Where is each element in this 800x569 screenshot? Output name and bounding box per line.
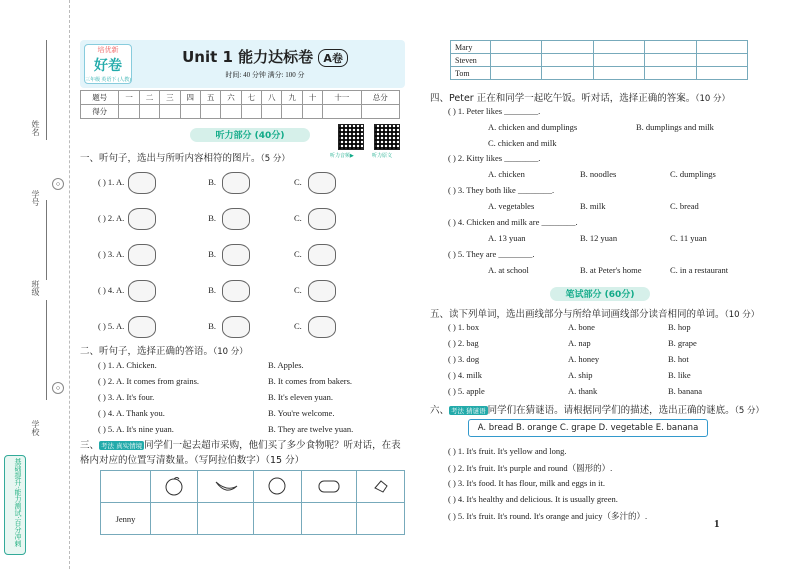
q3-tag: 考法 真实情境 xyxy=(101,442,143,450)
row-name: Jenny xyxy=(101,503,151,535)
listening-section-band: 听力部分 (40分) xyxy=(190,128,310,142)
answer-cell[interactable] xyxy=(491,41,542,54)
table-row xyxy=(451,41,748,54)
q1-title: 一、听句子，选出与所听内容相符的图片。 xyxy=(80,153,261,164)
score-cell[interactable] xyxy=(180,105,200,119)
answer-cell[interactable] xyxy=(491,54,542,67)
row-name: Steven xyxy=(451,54,491,67)
q6-title: 同学们在猜谜语。请根据同学们的描述，选出正确的谜底。 xyxy=(487,405,735,416)
logo-sub: 三年级 英语下 (人教) xyxy=(85,78,131,83)
q5-points: （10 分） xyxy=(724,310,760,320)
answer-cell[interactable] xyxy=(645,54,696,67)
q4-option[interactable]: C. bread xyxy=(670,201,699,211)
option-a-picture[interactable] xyxy=(128,280,156,302)
option-a-picture[interactable] xyxy=(128,244,156,266)
q6-heading xyxy=(430,402,764,416)
q4-option[interactable]: B. milk xyxy=(580,201,606,211)
option-a-picture[interactable] xyxy=(128,172,156,194)
egg-icon xyxy=(254,471,301,503)
answer-cell[interactable] xyxy=(645,67,696,80)
level-badge: A卷 xyxy=(318,49,348,67)
q4-option[interactable]: C. in a restaurant xyxy=(670,265,729,275)
q6-riddle: ( ) 3. It's food. It has flour, milk and eggs in it. xyxy=(448,478,606,488)
q5-option-b[interactable]: B. hot xyxy=(668,354,689,364)
answer-cell[interactable] xyxy=(696,41,747,54)
option-b-label: B. xyxy=(208,212,217,223)
score-header-cell: 四 xyxy=(180,91,200,105)
score-cell[interactable] xyxy=(139,105,159,119)
number-label: 学号 xyxy=(31,190,40,206)
q5-option-b[interactable]: B. banana xyxy=(668,386,702,396)
score-cell[interactable] xyxy=(160,105,180,119)
table-row xyxy=(451,67,748,80)
qr-label: 听力原文 xyxy=(372,154,393,159)
option-b-label: B. xyxy=(208,248,217,259)
answer-cell[interactable] xyxy=(593,41,644,54)
q6-points: （5 分） xyxy=(734,406,764,416)
answer-cell[interactable] xyxy=(198,503,254,535)
answer-cell[interactable] xyxy=(542,54,593,67)
q4-option[interactable]: A. vegetables xyxy=(488,201,535,211)
class-label: 班级 xyxy=(31,280,40,296)
q3-title-cont: 格内对应的位置写清数量。（写阿拉伯数字）（15 分） xyxy=(80,455,305,466)
page-number: 1 xyxy=(714,518,720,530)
option-c-label: C. xyxy=(294,284,302,295)
word-bank: A. bread B. orange C. grape D. vegetable E. banana xyxy=(468,419,708,437)
answer-cell[interactable] xyxy=(593,54,644,67)
score-header-cell: 总分 xyxy=(361,91,400,105)
qr-code[interactable] xyxy=(338,124,364,150)
answer-cell[interactable] xyxy=(254,503,301,535)
row-name: Tom xyxy=(451,67,491,80)
q2-heading xyxy=(80,343,248,357)
row-name: Mary xyxy=(451,41,491,54)
option-c-label: C. xyxy=(294,212,302,223)
score-header-cell: 十一 xyxy=(323,91,361,105)
q3-heading xyxy=(80,437,401,451)
class-line xyxy=(46,300,47,400)
option-c-picture[interactable] xyxy=(308,316,336,338)
q5-question: ( ) 3. dog xyxy=(448,354,480,364)
q1-item xyxy=(98,244,398,266)
q4-option[interactable]: B. noodles xyxy=(580,169,617,179)
bread-icon xyxy=(301,471,357,503)
time-info: 时间: 40 分钟 满分: 100 分 xyxy=(225,71,305,79)
q2-option-a[interactable]: ( ) 4. A. Thank you. xyxy=(98,408,165,418)
option-b-label: B. xyxy=(208,320,217,331)
q2-option-a[interactable]: ( ) 5. A. It's nine yuan. xyxy=(98,424,174,434)
q2-title: 二、听句子，选择正确的答语。 xyxy=(80,346,214,357)
logo-main: 好卷 xyxy=(94,58,122,74)
q1-item-number: ( ) 3. A. xyxy=(98,248,125,259)
score-header-cell: 一 xyxy=(119,91,139,105)
q5-title: 五、读下列单词，选出画线部分与所给单词画线部分读音相同的单词。 xyxy=(430,309,725,320)
option-b-picture[interactable] xyxy=(222,208,250,230)
option-b-picture[interactable] xyxy=(222,280,250,302)
page-title xyxy=(150,46,380,67)
cake-icon xyxy=(357,471,405,503)
q1-item xyxy=(98,280,398,302)
hole-marker: ○ xyxy=(52,382,64,394)
q4-question: ( ) 4. Chicken and milk are ________. xyxy=(448,217,578,227)
q1-item-number: ( ) 2. A. xyxy=(98,212,125,223)
answer-cell[interactable] xyxy=(696,67,747,80)
name-line xyxy=(46,40,47,140)
q6-riddle: ( ) 2. It's fruit. It's purple and round（圆形的）. xyxy=(448,463,613,473)
q4-option[interactable]: A. 13 yuan xyxy=(488,233,526,243)
option-c-label: C. xyxy=(294,176,302,187)
q5-option-a[interactable]: A. honey xyxy=(568,354,600,364)
q5-option-a[interactable]: A. ship xyxy=(568,370,593,380)
brand-logo xyxy=(84,44,132,84)
shopping-table xyxy=(100,470,405,535)
q4-title: 四、Peter 正在和同学一起吃午饭。听对话，选择正确的答案。 xyxy=(430,93,696,104)
option-b-label: B. xyxy=(208,176,217,187)
option-c-label: C. xyxy=(294,248,302,259)
q6-tag: 考法 猜谜语 xyxy=(451,407,486,415)
q5-question: ( ) 5. apple xyxy=(448,386,485,396)
q5-option-b[interactable]: B. hop xyxy=(668,322,691,332)
q5-heading xyxy=(430,306,759,320)
q4-option[interactable]: A. at school xyxy=(488,265,529,275)
q3-title: 同学们一起去超市采购，他们买了多少食物呢？听对话，在表 xyxy=(144,440,401,451)
q5-option-b[interactable]: B. like xyxy=(668,370,691,380)
binding-strip xyxy=(0,0,70,569)
table-row xyxy=(101,503,405,535)
name-label: 姓名 xyxy=(31,120,40,136)
q5-option-a[interactable]: A. bone xyxy=(568,322,595,332)
score-cell[interactable] xyxy=(361,105,400,119)
option-c-picture[interactable] xyxy=(308,280,336,302)
score-cell[interactable] xyxy=(262,105,282,119)
q1-item xyxy=(98,172,398,194)
q4-option[interactable]: A. chicken and dumplings xyxy=(488,122,578,132)
option-c-picture[interactable] xyxy=(308,172,336,194)
q6-number: 六、 xyxy=(430,405,450,416)
answer-cell[interactable] xyxy=(542,67,593,80)
q1-item xyxy=(98,316,398,338)
answer-cell[interactable] xyxy=(491,67,542,80)
option-c-picture[interactable] xyxy=(308,208,336,230)
q1-points: （5 分） xyxy=(260,154,290,164)
q2-points: （10 分） xyxy=(213,347,248,357)
q1-item-number: ( ) 4. A. xyxy=(98,284,125,295)
q2-option-b[interactable]: B. They are twelve yuan. xyxy=(268,424,354,434)
q5-option-a[interactable]: A. thank xyxy=(568,386,598,396)
score-header-cell: 十 xyxy=(302,91,322,105)
q1-heading xyxy=(80,150,290,164)
score-input-row xyxy=(81,105,400,119)
number-line xyxy=(46,200,47,280)
q2-option-b[interactable]: B. Apples. xyxy=(268,360,304,370)
q4-option[interactable]: B. 12 yuan xyxy=(580,233,618,243)
q1-item-number: ( ) 5. A. xyxy=(98,320,125,331)
q4-option[interactable]: C. dumplings xyxy=(670,169,716,179)
score-cell[interactable] xyxy=(221,105,241,119)
q4-option[interactable]: C. 11 yuan xyxy=(670,233,707,243)
q6-riddle: ( ) 1. It's fruit. It's yellow and long. xyxy=(448,446,567,456)
q4-option[interactable]: C. chicken and milk xyxy=(488,138,557,148)
q3-number: 三、 xyxy=(80,440,100,451)
school-label: 学校 xyxy=(31,420,40,436)
score-cell[interactable] xyxy=(282,105,302,119)
option-a-picture[interactable] xyxy=(128,316,156,338)
score-header-row xyxy=(81,91,400,105)
q2-option-b[interactable]: B. It's eleven yuan. xyxy=(268,392,334,402)
q2-option-b[interactable]: B. It comes from bakers. xyxy=(268,376,353,386)
logo-top: 培优新 xyxy=(97,46,119,54)
q1-item-number: ( ) 1. A. xyxy=(98,176,125,187)
option-a-picture[interactable] xyxy=(128,208,156,230)
answer-cell[interactable] xyxy=(645,41,696,54)
q2-option-a[interactable]: ( ) 2. A. It comes from grains. xyxy=(98,376,200,386)
q5-option-b[interactable]: B. grape xyxy=(668,338,697,348)
q6-riddle: ( ) 4. It's healthy and delicious. It is usually green. xyxy=(448,494,618,504)
q4-question: ( ) 3. They both like ________. xyxy=(448,185,555,195)
q5-question: ( ) 2. bag xyxy=(448,338,479,348)
writing-section-band: 笔试部分 (60分) xyxy=(550,287,650,301)
q4-option[interactable]: A. chicken xyxy=(488,169,525,179)
q4-option[interactable]: B. at Peter's home xyxy=(580,265,642,275)
score-cell[interactable] xyxy=(323,105,361,119)
score-header-cell: 三 xyxy=(160,91,180,105)
qr-label: 听力音频▶ xyxy=(330,154,354,159)
promo-banner: 基础提升·能力测试·百分冲刺 xyxy=(4,455,26,555)
option-b-label: B. xyxy=(208,284,217,295)
score-table xyxy=(80,90,400,119)
answer-cell[interactable] xyxy=(696,54,747,67)
score-cell[interactable] xyxy=(302,105,322,119)
q2-option-b[interactable]: B. You're welcome. xyxy=(268,408,335,418)
score-header-cell: 六 xyxy=(221,91,241,105)
score-header-cell: 九 xyxy=(282,91,302,105)
hole-marker: ○ xyxy=(52,178,64,190)
score-cell[interactable] xyxy=(241,105,261,119)
table-row xyxy=(451,54,748,67)
q6-riddle: ( ) 5. It's fruit. It's round. It's orange and juicy（多汁的）. xyxy=(448,511,648,521)
score-header-cell: 七 xyxy=(241,91,261,105)
option-b-picture[interactable] xyxy=(222,172,250,194)
qr-code[interactable] xyxy=(374,124,400,150)
banana-icon xyxy=(198,471,254,503)
answer-cell[interactable] xyxy=(151,503,198,535)
option-b-picture[interactable] xyxy=(222,244,250,266)
title-text: Unit 1 能力达标卷 xyxy=(182,48,314,66)
answer-cell[interactable] xyxy=(542,41,593,54)
q5-question: ( ) 4. milk xyxy=(448,370,482,380)
answer-cell[interactable] xyxy=(593,67,644,80)
orange-icon xyxy=(151,471,198,503)
score-cell[interactable] xyxy=(119,105,139,119)
score-cell[interactable] xyxy=(200,105,220,119)
score-header-cell: 二 xyxy=(139,91,159,105)
option-c-picture[interactable] xyxy=(308,244,336,266)
q5-question: ( ) 1. box xyxy=(448,322,480,332)
q4-points: （10 分） xyxy=(695,94,731,104)
option-c-label: C. xyxy=(294,320,302,331)
answer-cell[interactable] xyxy=(357,503,405,535)
score-header-cell: 题号 xyxy=(81,91,119,105)
q2-option-a[interactable]: ( ) 3. A. It's four. xyxy=(98,392,155,402)
q4-heading xyxy=(430,90,730,104)
score-label: 得分 xyxy=(81,105,119,119)
q2-option-a[interactable]: ( ) 1. A. Chicken. xyxy=(98,360,157,370)
score-header-cell: 五 xyxy=(200,91,220,105)
score-header-cell: 八 xyxy=(262,91,282,105)
q5-option-a[interactable]: A. nap xyxy=(568,338,591,348)
answer-cell[interactable] xyxy=(301,503,357,535)
option-b-picture[interactable] xyxy=(222,316,250,338)
q1-item xyxy=(98,208,398,230)
q4-question: ( ) 1. Peter likes ________. xyxy=(448,106,541,116)
q4-question: ( ) 5. They are ________. xyxy=(448,249,535,259)
q4-question: ( ) 2. Kitty likes ________. xyxy=(448,153,541,163)
q4-option[interactable]: B. dumplings and milk xyxy=(636,122,714,132)
shopping-table-cont xyxy=(450,40,748,80)
food-pictures-row xyxy=(101,471,405,503)
